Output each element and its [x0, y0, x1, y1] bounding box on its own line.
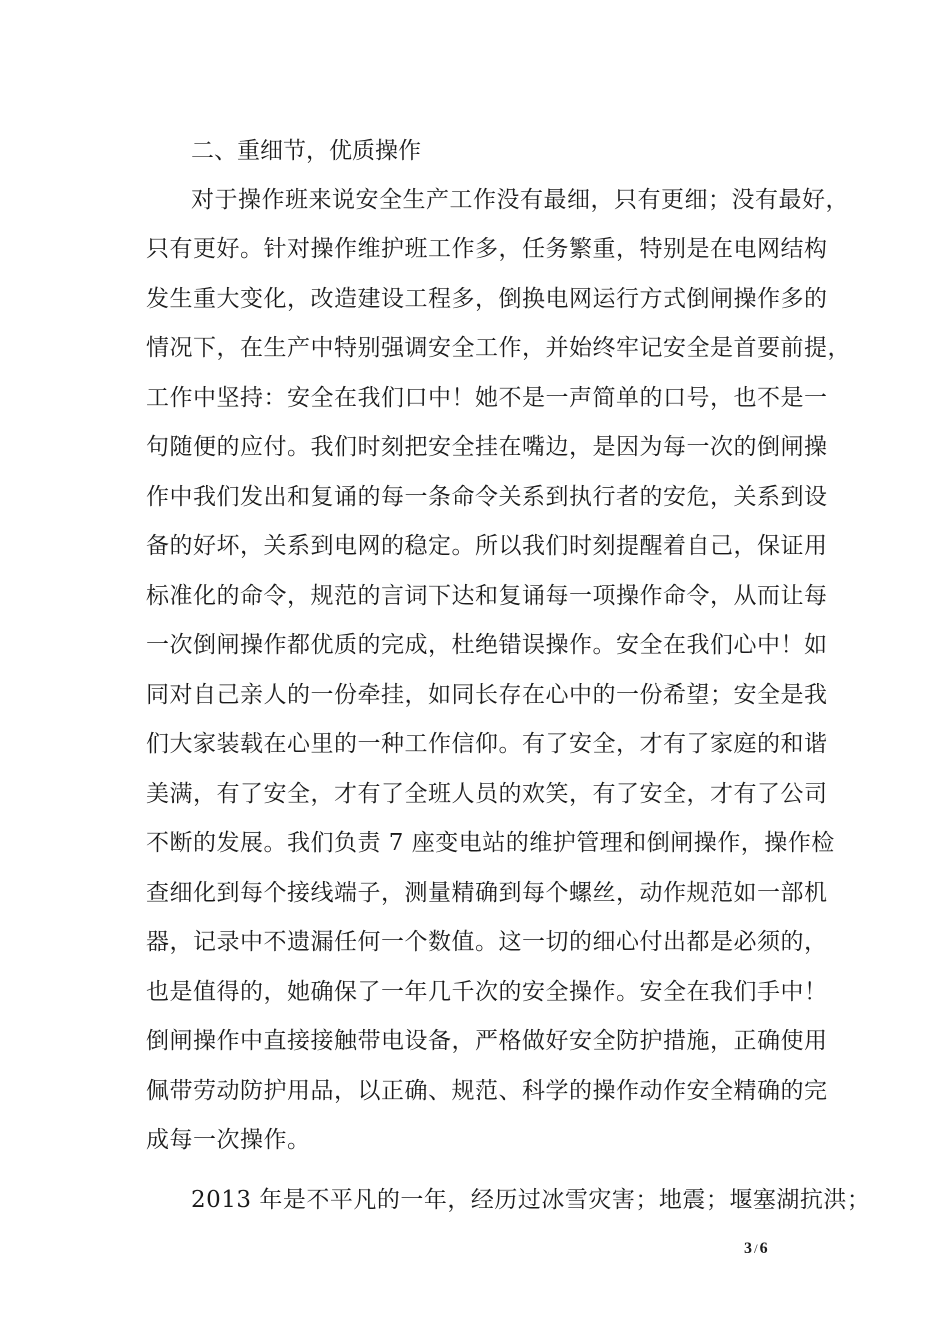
paragraph-line: 一次倒闸操作都优质的完成，杜绝错误操作。安全在我们心中！如	[146, 632, 828, 658]
paragraph-line: 同对自己亲人的一份牵挂，如同长存在心中的一份希望；安全是我	[146, 682, 828, 708]
page-total: 6	[759, 1240, 768, 1257]
paragraph-line: 器，记录中不遗漏任何一个数值。这一切的细心付出都是必须的，	[146, 929, 828, 955]
paragraph-line: 标准化的命令，规范的言词下达和复诵每一项操作命令，从而让每	[146, 583, 828, 609]
paragraph-line: 倒闸操作中直接接触带电设备，严格做好安全防护措施，正确使用	[146, 1028, 828, 1054]
paragraph-line: 作中我们发出和复诵的每一条命令关系到执行者的安危，关系到设	[146, 484, 828, 510]
section-heading: 二、重细节，优质操作	[191, 138, 421, 164]
paragraph-line: 们大家装载在心里的一种工作信仰。有了安全，才有了家庭的和谐	[146, 731, 828, 757]
page-number	[744, 1240, 768, 1258]
paragraph-line: 发生重大变化，改造建设工程多，倒换电网运行方式倒闸操作多的	[146, 286, 828, 312]
paragraph-line: 佩带劳动防护用品，以正确、规范、科学的操作动作安全精确的完	[146, 1078, 828, 1104]
paragraph-line: 只有更好。针对操作维护班工作多，任务繁重，特别是在电网结构	[146, 236, 828, 262]
page-separator: /	[754, 1241, 758, 1256]
paragraph-line: 对于操作班来说安全生产工作没有最细，只有更细；没有最好，	[191, 187, 849, 213]
paragraph-line: 情况下，在生产中特别强调安全工作，并始终牢记安全是首要前提，	[146, 335, 851, 361]
paragraph-line: 也是值得的，她确保了一年几千次的安全操作。安全在我们手中！	[146, 979, 828, 1005]
paragraph-line: 2013 年是不平凡的一年，经历过冰雪灾害；地震；堰塞湖抗洪；	[191, 1187, 871, 1213]
paragraph-line: 句随便的应付。我们时刻把安全挂在嘴边，是因为每一次的倒闸操	[146, 434, 828, 460]
paragraph-line: 工作中坚持：安全在我们口中！她不是一声简单的口号，也不是一	[146, 385, 828, 411]
paragraph-line: 查细化到每个接线端子，测量精确到每个螺丝，动作规范如一部机	[146, 880, 828, 906]
paragraph-line: 成每一次操作。	[146, 1127, 311, 1153]
paragraph-line: 备的好坏，关系到电网的稳定。所以我们时刻提醒着自己，保证用	[146, 533, 828, 559]
page-current: 3	[744, 1240, 752, 1257]
paragraph-line: 美满，有了安全，才有了全班人员的欢笑，有了安全，才有了公司	[146, 781, 828, 807]
paragraph-line: 不断的发展。我们负责 7 座变电站的维护管理和倒闸操作，操作检	[146, 830, 835, 856]
